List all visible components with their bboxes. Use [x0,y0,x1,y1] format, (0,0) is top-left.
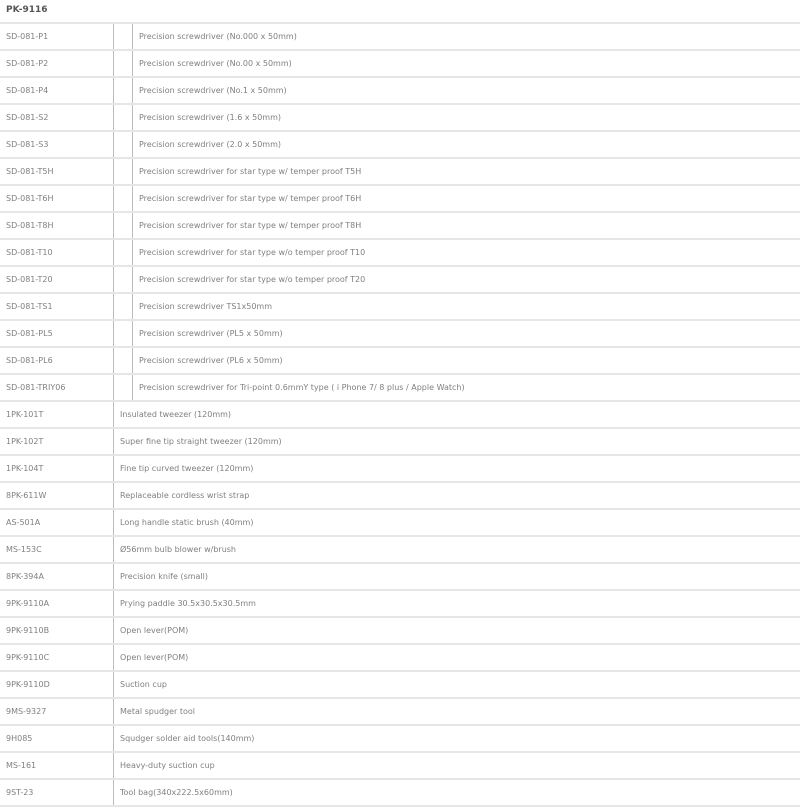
spacer-cell [114,212,133,239]
table-row [0,752,800,779]
table-row [0,563,800,590]
part-description: Precision screwdriver for star type w/o temper proof T20 [133,266,800,293]
part-code: SD-081-P1 [0,23,114,50]
table-row [0,401,800,428]
part-code: 9PK-9110A [0,590,114,617]
part-code: 1PK-101T [0,401,114,428]
part-description: Precision screwdriver for Tri-point 0.6mmY type ( i Phone 7/ 8 plus / Apple Watch) [133,374,800,401]
part-description: Metal spudger tool [114,698,800,725]
spacer-cell [114,320,133,347]
spacer-cell [114,50,133,77]
part-description: Tool bag(340x222.5x60mm) [114,779,800,806]
table-row [0,698,800,725]
table-row [0,617,800,644]
part-code: SD-081-P4 [0,77,114,104]
part-code: 8PK-394A [0,563,114,590]
part-code: MS-161 [0,752,114,779]
part-code: 9MS-9327 [0,698,114,725]
table-row [0,23,800,50]
part-code: SD-081-S3 [0,131,114,158]
part-code: SD-081-T5H [0,158,114,185]
part-description: Suction cup [114,671,800,698]
part-code: 8PK-611W [0,482,114,509]
part-description: Heavy-duty suction cup [114,752,800,779]
part-code: 9PK-9110D [0,671,114,698]
part-description: Fine tip curved tweezer (120mm) [114,455,800,482]
table-row [0,428,800,455]
table-row [0,185,800,212]
table-row [0,293,800,320]
spacer-cell [114,239,133,266]
part-description: Replaceable cordless wrist strap [114,482,800,509]
table-row [0,455,800,482]
part-description: Precision screwdriver TS1x50mm [133,293,800,320]
part-code: SD-081-PL6 [0,347,114,374]
part-description: Open lever(POM) [114,617,800,644]
part-description: Precision screwdriver (PL6 x 50mm) [133,347,800,374]
part-description: Precision screwdriver (No.000 x 50mm) [133,23,800,50]
part-code: SD-081-T8H [0,212,114,239]
table-row [0,644,800,671]
part-code: SD-081-T6H [0,185,114,212]
kit-title: PK-9116 [0,0,800,22]
part-description: Super fine tip straight tweezer (120mm) [114,428,800,455]
part-code: SD-081-TS1 [0,293,114,320]
part-code: SD-081-T20 [0,266,114,293]
part-description: Precision screwdriver (No.00 x 50mm) [133,50,800,77]
table-row [0,212,800,239]
table-row [0,320,800,347]
part-description: Squdger solder aid tools(140mm) [114,725,800,752]
part-code: 9H085 [0,725,114,752]
part-code: SD-081-P2 [0,50,114,77]
part-code: SD-081-S2 [0,104,114,131]
part-description: Precision screwdriver for star type w/ temper proof T8H [133,212,800,239]
spacer-cell [114,158,133,185]
part-description: Long handle static brush (40mm) [114,509,800,536]
part-code: 1PK-104T [0,455,114,482]
part-code: SD-081-TRIY06 [0,374,114,401]
spacer-cell [114,77,133,104]
part-code: 9ST-23 [0,779,114,806]
part-code: AS-501A [0,509,114,536]
table-row [0,77,800,104]
spacer-cell [114,185,133,212]
table-row [0,536,800,563]
part-description: Precision screwdriver (2.0 x 50mm) [133,131,800,158]
part-code: 9PK-9110B [0,617,114,644]
part-description: Precision screwdriver (No.1 x 50mm) [133,77,800,104]
table-row [0,104,800,131]
spacer-cell [114,131,133,158]
part-description: Precision knife (small) [114,563,800,590]
table-row [0,725,800,752]
spacer-cell [114,104,133,131]
part-description: Precision screwdriver for star type w/o temper proof T10 [133,239,800,266]
table-row [0,266,800,293]
table-row [0,590,800,617]
spacer-cell [114,23,133,50]
table-row [0,374,800,401]
table-row [0,347,800,374]
spacer-cell [114,266,133,293]
part-description: Ø56mm bulb blower w/brush [114,536,800,563]
spacer-cell [114,374,133,401]
part-code: 1PK-102T [0,428,114,455]
table-row [0,50,800,77]
part-description: Precision screwdriver for star type w/ temper proof T5H [133,158,800,185]
part-code: SD-081-T10 [0,239,114,266]
part-description: Precision screwdriver for star type w/ temper proof T6H [133,185,800,212]
part-description: Precision screwdriver (PL5 x 50mm) [133,320,800,347]
part-description: Open lever(POM) [114,644,800,671]
spacer-cell [114,347,133,374]
part-code: 9PK-9110C [0,644,114,671]
part-code: SD-081-PL5 [0,320,114,347]
part-description: Precision screwdriver (1.6 x 50mm) [133,104,800,131]
parts-table [0,22,800,807]
part-code: MS-153C [0,536,114,563]
spacer-cell [114,293,133,320]
table-row [0,131,800,158]
table-row [0,482,800,509]
table-row [0,239,800,266]
table-row [0,509,800,536]
part-description: Prying paddle 30.5x30.5x30.5mm [114,590,800,617]
table-row [0,671,800,698]
part-description: Insulated tweezer (120mm) [114,401,800,428]
table-row [0,158,800,185]
table-row [0,779,800,806]
